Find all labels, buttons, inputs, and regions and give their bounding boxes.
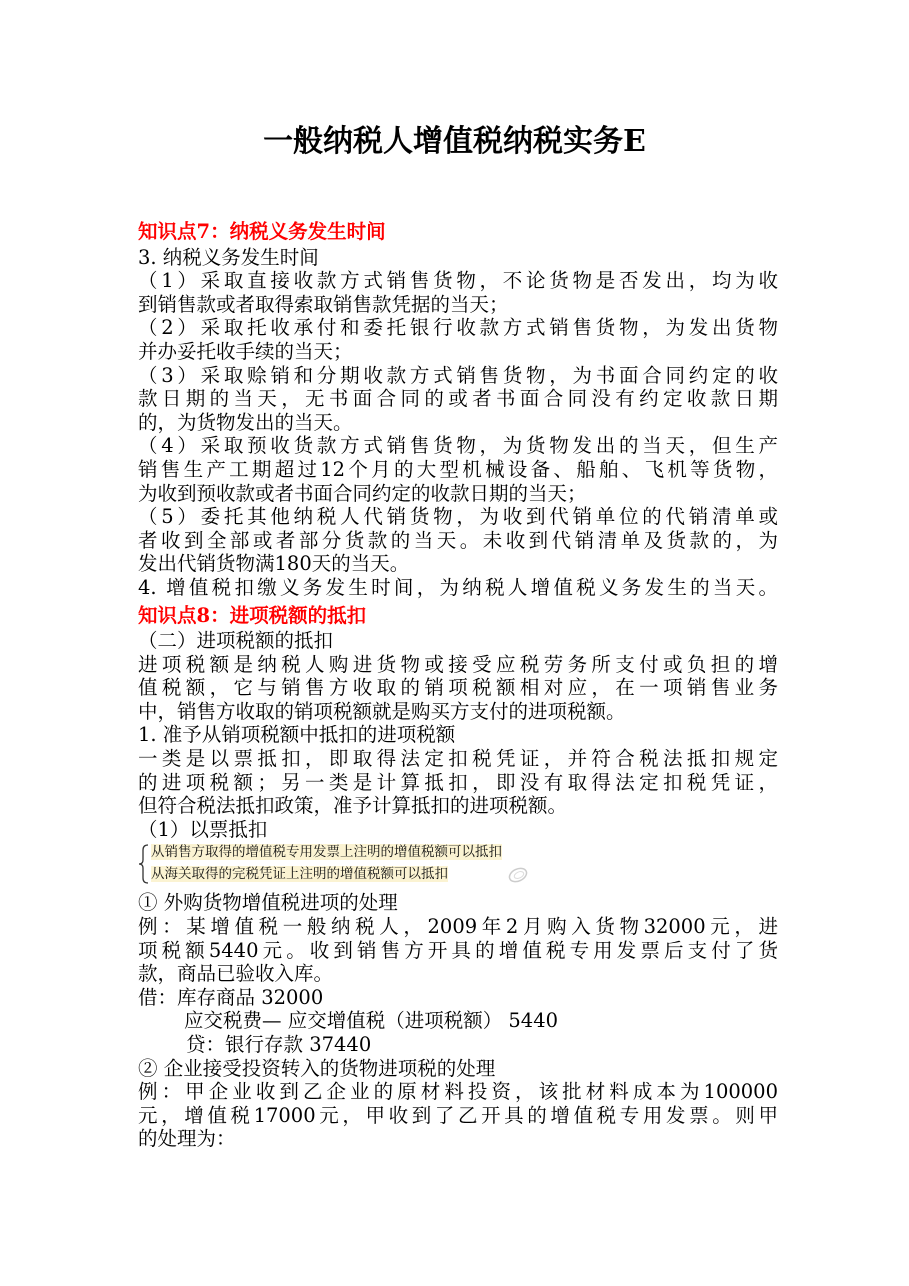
text-line: 进项税额是纳税人购进货物或接受应税劳务所支付或负担的增 (138, 652, 778, 676)
text-line: 并办妥托收手续的当天； (138, 339, 353, 363)
cursor-smudge-icon (506, 866, 532, 884)
document-body (138, 220, 778, 1151)
text-line: 到销售款或者取得索取销售款凭据的当天； (138, 292, 509, 316)
text-line: 但符合税法抵扣政策，准予计算抵扣的进项税额。 (138, 794, 568, 818)
text-line: （1）以票抵扣 (138, 817, 268, 841)
text-line: 4. 增值税扣缴义务发生时间，为纳税人增值税义务发生的当天。 (138, 575, 778, 599)
text-line: 销售生产工期超过12个月的大型机械设备、船舶、飞机等货物， (138, 457, 778, 481)
text-line: 款日期的当天，无书面合同的或者书面合同没有约定收款日期 (138, 387, 778, 411)
brace-item-invoice: 从销售方取得的增值税专用发票上注明的增值税额可以抵扣 (151, 844, 502, 861)
journal-entry-credit: 贷：银行存款 37440 (186, 1033, 372, 1056)
text-line: （1）采取直接收款方式销售货物，不论货物是否发出，均为收 (138, 269, 778, 293)
text-line: 一类是以票抵扣，即取得法定扣税凭证，并符合税法抵扣规定 (138, 747, 778, 771)
text-line: （5）委托其他纳税人代销货物，为收到代销单位的代销清单或 (138, 505, 778, 529)
text-line: 者收到全部或者部分货款的当天。未收到代销清单及货款的，为 (138, 528, 778, 552)
left-brace-icon (138, 844, 150, 884)
example-title: ① 外购货物增值税进项的处理 (138, 891, 398, 915)
text-line: 中，销售方收取的销项税额就是购买方支付的进项税额。 (138, 699, 626, 723)
text-line: 的进项税额；另一类是计算抵扣，即没有取得法定扣税凭证， (138, 770, 778, 794)
text-line: 1. 准予从销项税额中抵扣的进项税额 (138, 723, 456, 747)
text-line: 3. 纳税义务发生时间 (138, 245, 319, 269)
text-line: 例：某增值税一般纳税人，2009年2月购入货物32000元，进 (138, 915, 778, 939)
text-line: 发出代销货物满180天的当天。 (138, 552, 410, 576)
section-heading-7: 知识点7：纳税义务发生时间 (138, 220, 386, 243)
text-line: 值税额，它与销售方收取的销项税额相对应，在一项销售业务 (138, 676, 778, 700)
text-line: （二）进项税额的抵扣 (138, 629, 334, 653)
deduction-brace-diagram (138, 843, 778, 887)
text-line: 的处理为： (138, 1127, 236, 1151)
document-title: 一般纳税人增值税纳税实务E (263, 124, 646, 159)
text-line: （4）采取预收货款方式销售货物，为货物发出的当天，但生产 (138, 434, 778, 458)
text-line: 的，为货物发出的当天。 (138, 410, 353, 434)
text-line: 项税额5440元。收到销售方开具的增值税专用发票后支付了货 (138, 938, 778, 962)
text-line: 款，商品已验收入库。 (138, 962, 334, 986)
brace-item-customs: 从海关取得的完税凭证上注明的增值税额可以抵扣 (151, 866, 448, 883)
example-title: ② 企业接受投资转入的货物进项税的处理 (138, 1056, 496, 1080)
text-line: 元，增值税17000元，甲收到了乙开具的增值税专用发票。则甲 (138, 1103, 778, 1127)
text-line: 例：甲企业收到乙企业的原材料投资，该批材料成本为100000 (138, 1080, 778, 1104)
text-line: （3）采取赊销和分期收款方式销售货物，为书面合同约定的收 (138, 363, 778, 387)
journal-entry-debit: 借：库存商品 32000 (138, 985, 324, 1009)
text-line: （2）采取托收承付和委托银行收款方式销售货物，为发出货物 (138, 316, 778, 340)
journal-entry-debit-tax: 应交税费— 应交增值税（进项税额） 5440 (184, 1009, 559, 1033)
text-line: 为收到预收款或者书面合同约定的收款日期的当天； (138, 481, 587, 505)
section-heading-8: 知识点8：进项税额的抵扣 (138, 603, 367, 627)
